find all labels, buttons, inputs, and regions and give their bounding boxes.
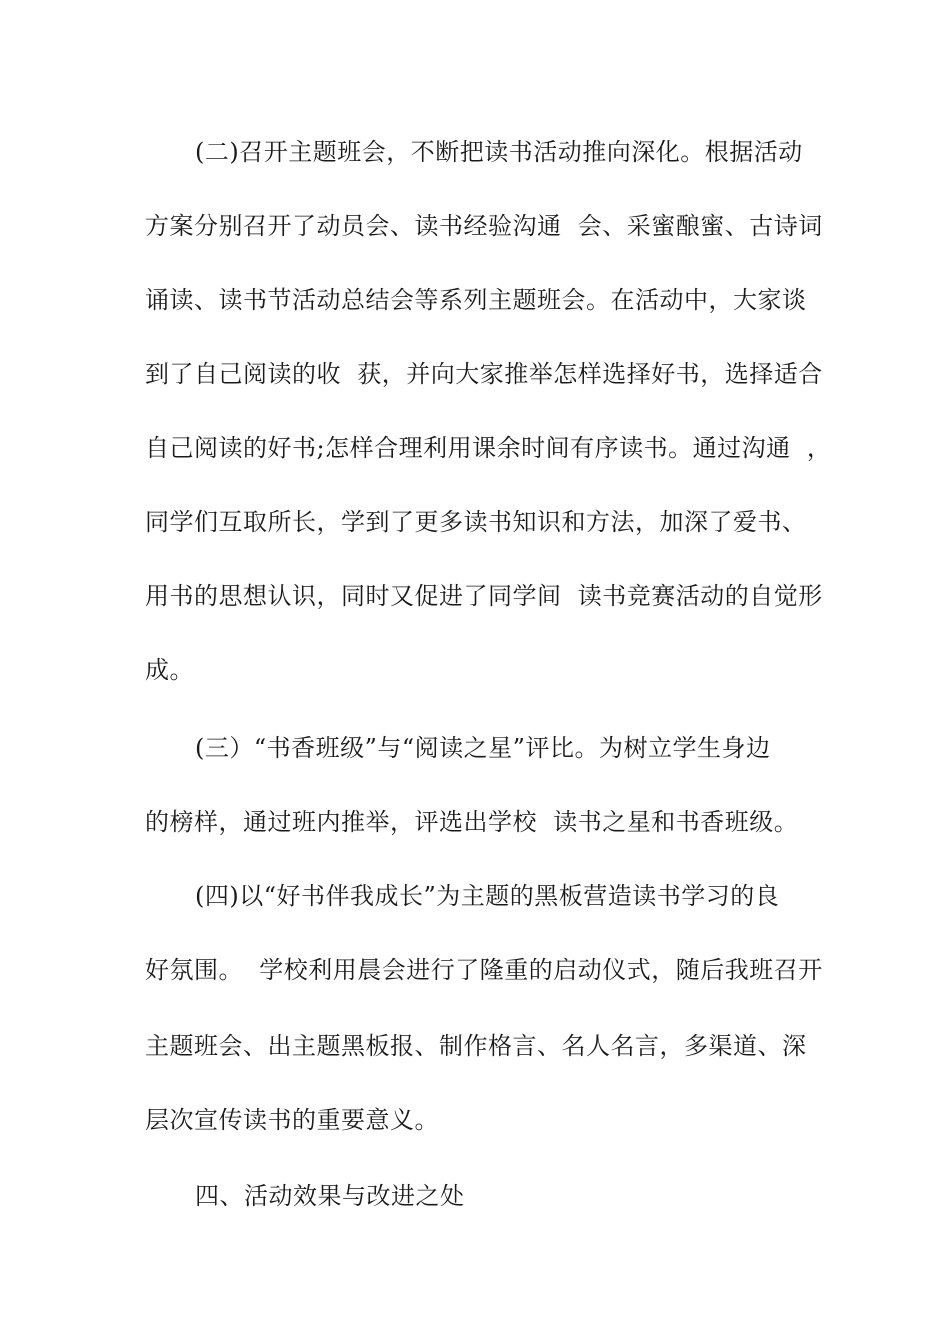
paragraph-2-line-3: 诵读、读书节活动总结会等系列主题班会。在活动中，大家谈	[145, 286, 807, 314]
paragraph-4-line-1: (四)以“好书伴我成长”为主题的黑板营造读书学习的良	[195, 882, 780, 910]
paragraph-2-line-2: 方案分别召开了动员会、读书经验沟通 会、采蜜酿蜜、古诗词	[145, 212, 823, 240]
paragraph-2-line-7: 用书的思想认识，同时又促进了同学间 读书竞赛活动的自觉形	[145, 582, 823, 610]
paragraph-4-line-4: 层次宣传读书的重要意义。	[145, 1106, 439, 1134]
paragraph-2-line-6: 同学们互取所长，学到了更多读书知识和方法，加深了爱书、	[145, 508, 807, 536]
paragraph-3-line-1: (三）“书香班级”与“阅读之星”评比。为树立学生身边	[195, 734, 771, 762]
paragraph-2-line-5: 自己阅读的好书;怎样合理利用课余时间有序读书。通过沟通 ，	[145, 434, 832, 462]
paragraph-2-line-4: 到了自己阅读的收 获，并向大家推举怎样选择好书，选择适合	[145, 360, 823, 388]
paragraph-4-line-3: 主题班会、出主题黑板报、制作格言、名人名言，多渠道、深	[145, 1032, 807, 1060]
section-heading: 四、活动效果与改进之处	[195, 1182, 465, 1210]
paragraph-2-line-1: (二)召开主题班会，不断把读书活动推向深化。根据活动	[195, 138, 803, 166]
paragraph-3-line-2: 的榜样，通过班内推举，评选出学校 读书之星和书香班级。	[145, 808, 799, 836]
paragraph-2-line-8: 成。	[145, 656, 194, 684]
paragraph-4-line-2: 好氛围。 学校利用晨会进行了隆重的启动仪式，随后我班召开	[145, 956, 823, 984]
